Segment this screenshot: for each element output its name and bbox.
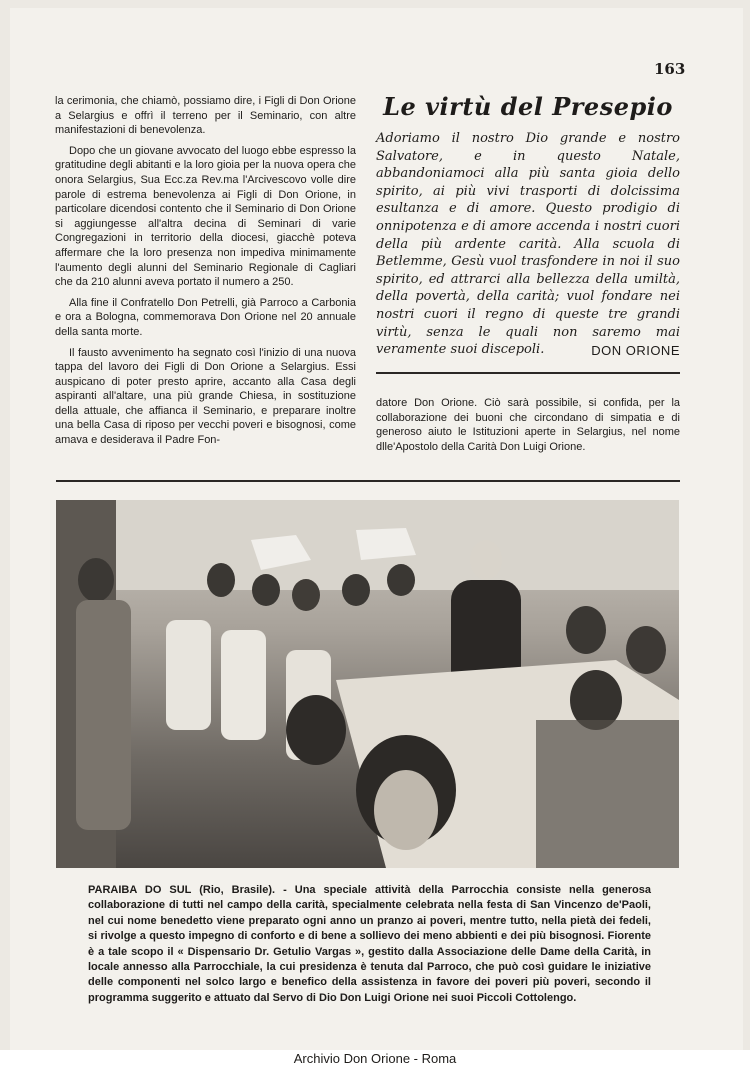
paragraph: Il fausto avvenimento ha segnato così l'inizio di una nuova tappa del lavoro dei Figli di Don Orione a Selargius. Essi auspicano di poter presto aprire, accanto alla Casa degli aspiranti all'altare, una più grande Chiesa, in sostituzione della attuale, che affianca il Seminario, e preparare inoltre una bella Casa di riposo per vecchi poveri e bisognosi, come amava e desiderava il Padre Fon- [55, 346, 356, 447]
photo-head [286, 695, 346, 765]
caption-place: PARAIBA DO SUL (Rio, Brasile). [88, 884, 276, 896]
archive-footer: Archivio Don Orione - Roma [0, 1050, 750, 1067]
page-number: 163 [654, 60, 686, 78]
left-article-column [55, 94, 356, 454]
photo-head [626, 626, 666, 674]
photo-child-dress [221, 630, 266, 740]
caption-text: - Una speciale attività della Parrocchia consiste nella generosa collaborazione di tutti nel campo della carità, specialmente celebrata nella festa di San Vincenzo de'Paoli, nel cui nome benedetto viene preparato ogni anno un pranzo ai poveri, mentre tutto, nella pietà dei fedeli, si rivolge a questo impegno di conforto e di bene a sollievo dei meno abbienti e dei più bisognosi. Fiorente è a tale scopo il « Dispensario Dr. Getulio Vargas », gestito dalla Associazione delle Dame della Carità, in locale annesso alla Parrocchiale, la cui presidenza è tenuta dal Parroco, che può così guidare le iniziative delle componenti nel solco largo e benefico della assistenza in favore dei poveri più poveri, secondo il programma suggerito e attuato dal Servo di Dio Don Luigi Orione nei suoi Piccoli Cottolengo. [88, 884, 652, 1004]
photo-head [252, 574, 280, 606]
feature-text: Adoriamo il nostro Dio grande e nostro Salvatore, e in questo Natale, abbandoniamoci alla più santa gioia dello spirito, ai più vivi trasporti di dolcissima esultanza e di amore. Questo prodigio di onnipotenza e di amore accenda i nostri cuori della più ardente carità. Alla scuola di Betlemme, Gesù vuol trasfondere in noi il suo spirito, ed attrarci alla bellezza della umiltà, della povertà, della carità; vuol fondare nei nostri cuori il regno di queste tre grandi virtù, senza le quali non saremo mai veramente suoi discepoli. [376, 131, 680, 358]
photo-head [342, 574, 370, 606]
photo-head [207, 563, 235, 597]
photo-dress [76, 600, 131, 830]
paragraph: Alla fine il Confratello Don Petrelli, già Parroco a Carbonia e ora a Bologna, commemorava Don Orione nel 20 annuale della santa morte. [55, 296, 356, 338]
photo-nun-cornette [356, 528, 416, 560]
group-photo [56, 500, 679, 868]
paragraph: Dopo che un giovane avvocato del luogo ebbe espresso la gratitudine degli abitanti e la loro gioia per la nuova opera che onora Selargius, Sua Ecc.za Rev.ma l'Arcivescovo volle dire parole di estrema benevolenza ai Figli di Don Orione, in particolare dicendosi contento che il Seminario di Don Orione si aggiungesse all'altra decina di Seminari di varie Congregazioni in territorio della diocesi, giacchè poteva affermare che la loro presenza non impediva minimamente l'aumento degli alunni del Seminario Regionale di Cagliari che da 210 alunni aveva portato il numero a 250. [55, 144, 356, 289]
feature-signature: DON ORIONE [591, 343, 680, 358]
photo-head [566, 606, 606, 654]
paragraph: la cerimonia, che chiamò, possiamo dire, i Figli di Don Orione a Selargius e offrì il terreno per il Seminario, con altre manifestazioni di benevolenza. [55, 95, 356, 137]
photo-caption [88, 883, 651, 1006]
paragraph: datore Don Orione. Ciò sarà possibile, si confida, per la collaborazione dei buoni che circondano di simpatia e di generoso aiuto le Istituzioni aperte in Selargius, nel nome dlle'Apostolo della Carità Don Luigi Orione. [376, 397, 680, 453]
photo-head [78, 558, 114, 602]
photo-head [292, 579, 320, 611]
feature-divider [376, 372, 680, 374]
photo-seated-figures [536, 720, 679, 868]
photo-child-dress [166, 620, 211, 730]
section-divider [56, 480, 680, 482]
photo-foreground-face [374, 770, 438, 850]
photo-illustration [56, 500, 679, 868]
right-article-continuation [376, 396, 680, 460]
feature-title: Le virtù del Presepio [383, 92, 673, 121]
photo-priest-head [470, 540, 502, 580]
photo-head [387, 564, 415, 596]
